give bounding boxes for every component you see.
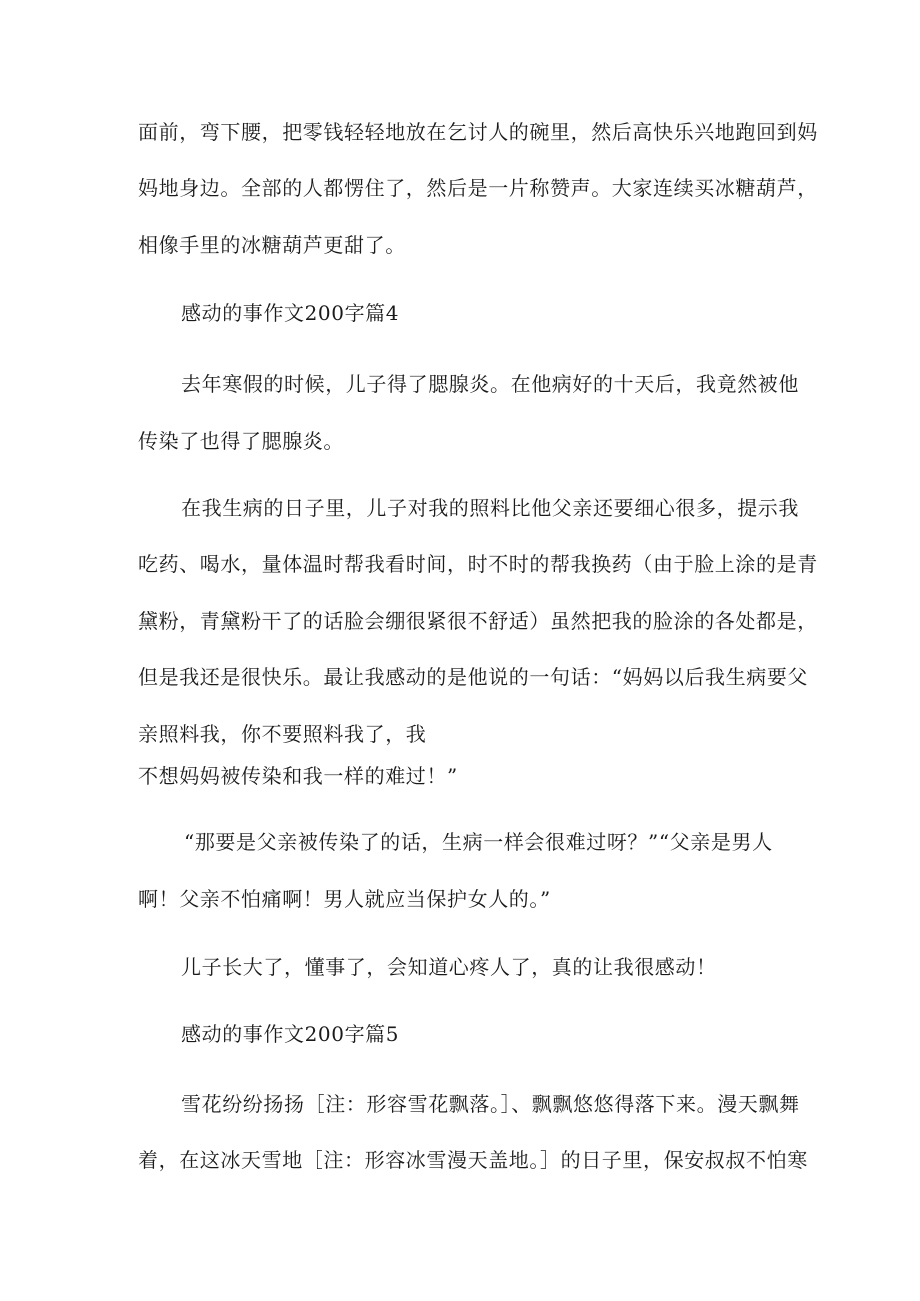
paragraph-line: 儿子长大了，懂事了，会知道心疼人了，真的让我很感动！ [181,955,717,979]
paragraph-line: 雪花纷纷扬扬［注：形容雪花飘落。］、飘飘悠悠得落下来。漫天飘舞 [181,1092,800,1116]
paragraph-line: “那要是父亲被传染了的话，生病一样会很难过呀？”“父亲是男人 [184,830,773,854]
paragraph-line: 相像手里的冰糖葫芦更甜了。 [138,233,406,257]
paragraph-line: 但是我还是很快乐。最让我感动的是他说的一句话：“妈妈以后我生病要父 [138,665,809,689]
paragraph-line: 不想妈妈被传染和我一样的难过！” [138,764,458,788]
section-heading: 感动的事作文200字篇4 [181,301,400,325]
paragraph-line: 去年寒假的时候，儿子得了腮腺炎。在他病好的十天后，我竟然被他 [181,372,799,396]
paragraph-line: 吃药、喝水，量体温时帮我看时间，时不时的帮我换药（由于脸上涂的是青 [138,552,818,576]
paragraph-line: 黛粉，青黛粉干了的话脸会绷很紧很不舒适）虽然把我的脸涂的各处都是， [138,609,818,633]
paragraph-line: 在我生病的日子里，儿子对我的照料比他父亲还要细心很多，提示我 [181,496,799,520]
section-heading: 感动的事作文200字篇5 [181,1022,400,1046]
paragraph-line: 着，在这冰天雪地［注：形容冰雪漫天盖地。］的日子里，保安叔叔不怕寒 [138,1148,808,1172]
paragraph-line: 妈地身边。全部的人都愣住了，然后是一片称赞声。大家连续买冰糖葫芦， [138,176,818,200]
paragraph-line: 传染了也得了腮腺炎。 [138,429,344,453]
paragraph-line: 亲照料我，你不要照料我了，我 [138,722,427,746]
paragraph-line: 面前，弯下腰，把零钱轻轻地放在乞讨人的碗里，然后高快乐兴地跑回到妈 [138,120,818,144]
paragraph-line: 啊！父亲不怕痛啊！男人就应当保护女人的。” [138,887,551,911]
